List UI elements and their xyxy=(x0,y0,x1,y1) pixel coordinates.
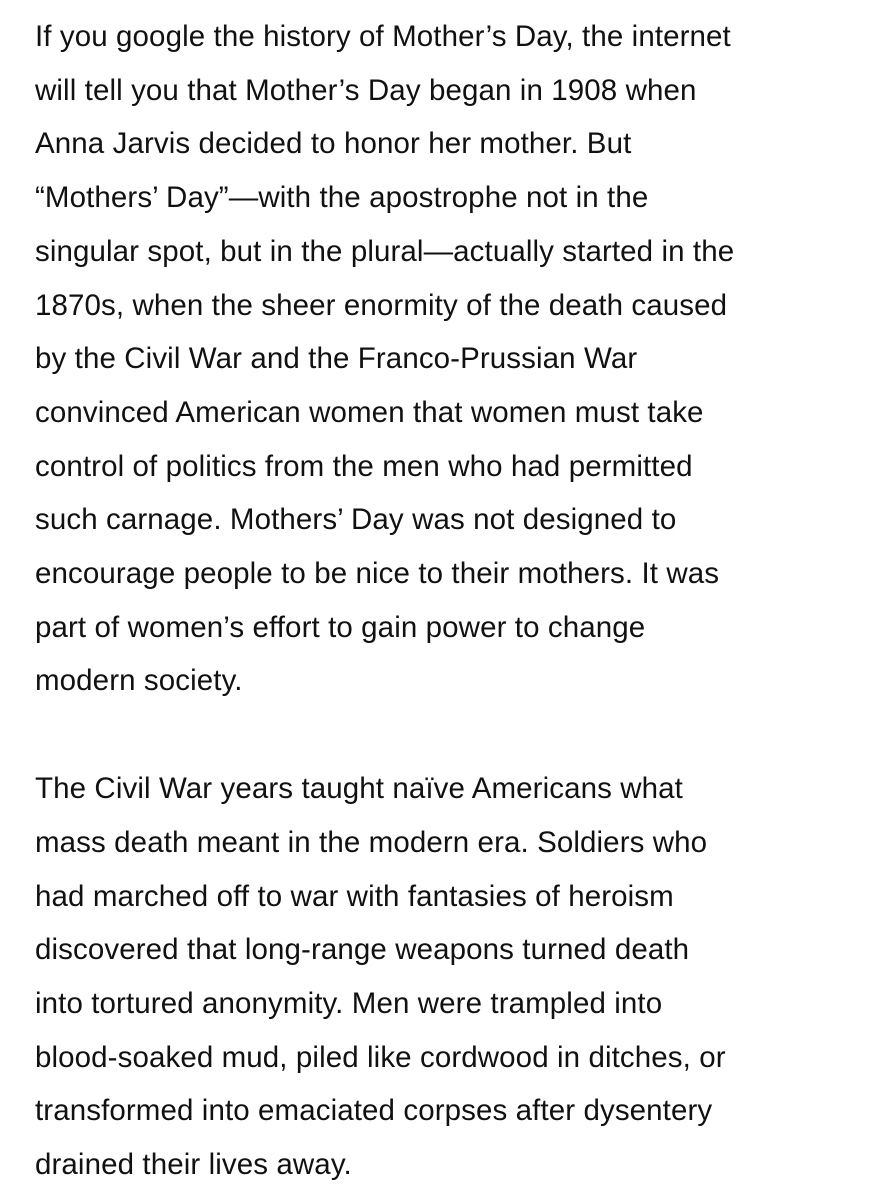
text-line: mass death meant in the modern era. Soldiers who xyxy=(35,825,708,859)
text-line: convinced American women that women must take xyxy=(35,395,704,429)
text-line: part of women’s effort to gain power to change xyxy=(35,610,646,644)
text-line: singular spot, but in the plural—actually started in the xyxy=(35,234,735,268)
text-line: blood-soaked mud, piled like cordwood in ditches, or xyxy=(35,1040,726,1074)
text-line: The Civil War years taught naïve Americans what xyxy=(35,772,683,806)
text-line: modern society. xyxy=(35,664,243,698)
text-line: Anna Jarvis decided to honor her mother. But xyxy=(35,127,632,161)
text-line: by the Civil War and the Franco-Prussian War xyxy=(35,342,638,376)
paragraph-mothers-day-history xyxy=(35,10,863,708)
text-line: will tell you that Mother’s Day began in 1908 when xyxy=(35,73,697,107)
text-line: transformed into emaciated corpses after dysentery xyxy=(35,1094,713,1128)
text-line: 1870s, when the sheer enormity of the death caused xyxy=(35,288,728,322)
text-line: If you google the history of Mother’s Day, the internet xyxy=(35,20,731,53)
text-line: into tortured anonymity. Men were trampled into xyxy=(35,986,663,1020)
text-line: had marched off to war with fantasies of heroism xyxy=(35,879,674,913)
text-line: encourage people to be nice to their mothers. It was xyxy=(35,557,720,591)
text-line: “Mothers’ Day”—with the apostrophe not in the xyxy=(35,181,649,215)
text-line: such carnage. Mothers’ Day was not designed to xyxy=(35,503,677,537)
text-line: discovered that long-range weapons turned death xyxy=(35,933,690,967)
paragraph-civil-war-death xyxy=(35,762,863,1192)
text-line: control of politics from the men who had permitted xyxy=(35,449,693,483)
text-line: drained their lives away. xyxy=(35,1148,352,1182)
